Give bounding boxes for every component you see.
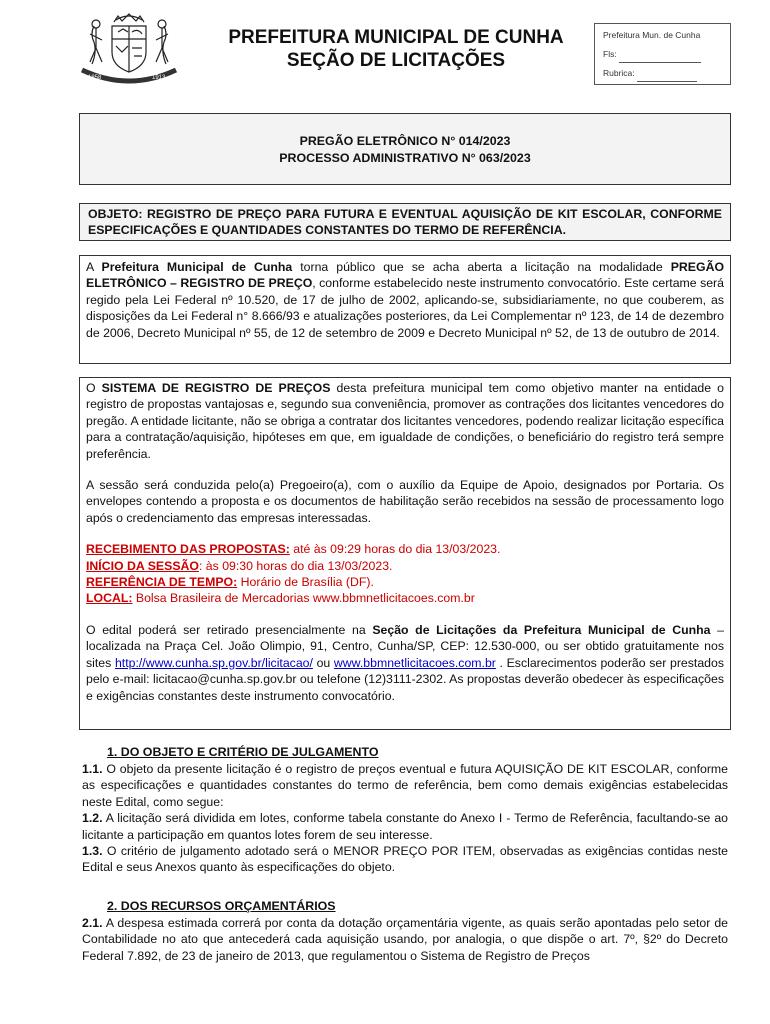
- sistema-box: [79, 377, 731, 730]
- inicio-sessao: INÍCIO DA SESSÃO: às 09:30 horas do dia 13/03/2023.: [86, 558, 393, 573]
- page-stamp-box: [594, 23, 731, 85]
- crest-year-right: 1913: [152, 75, 166, 81]
- link-bbmnet[interactable]: www.bbmnetlicitacoes.com.br: [333, 655, 496, 670]
- stamp-fls-row: [603, 46, 722, 65]
- stamp-title: Prefeitura Mun. de Cunha: [603, 30, 701, 40]
- section-1: [82, 744, 728, 876]
- section-2: [82, 898, 728, 964]
- local-sessao: LOCAL: Bolsa Brasileira de Mercadorias www.bbmnetlicitacoes.com.br: [86, 591, 475, 606]
- objeto-text: OBJETO: REGISTRO DE PREÇO PARA FUTURA E EVENTUAL AQUISIÇÃO DE KIT ESCOLAR, CONFORME ESPECIFICAÇÕES E QUANTIDADES CONSTANTES DO TERMO DE REFERÊNCIA.: [88, 207, 722, 238]
- recebimento-propostas: RECEBIMENTO DAS PROPOSTAS: até às 09:29 horas do dia 13/03/2023.: [86, 542, 501, 557]
- header-title-line1: PREFEITURA MUNICIPAL DE CUNHA: [228, 27, 564, 48]
- section-2-1: 2.1. A despesa estimada correrá por conta da dotação orçamentária vigente, as quais serão apontadas pelo setor de Contabilidade no ato que antecederá cada aquisição usando, por analogia, o que dispõe o art. 7º, §2º do Decreto Federal 7.892, de 23 de janeiro de 2013, que regulamentou o Sistema de Registro de Preços: [82, 916, 728, 963]
- municipal-crest-logo: [78, 12, 180, 88]
- edital-paragraph: O edital poderá ser retirado presencialmente na Seção de Licitações da Prefeitura Municipal de Cunha – localizada na Praça Cel. João Olimpio, 91, Centro, Cunha/SP, CEP: 12.530-000, ou ser obtido gratuitamente nos sites http://www.cunha.sp.gov.br/licitacao/ ou www.bbmnetlicitacoes.com.br . Esclarecimentos poderão ser prestados pelo e-mail: licitacao@cunha.sp.gov.br ou telefone (12)3111-2302. As propostas deverão obedecer às especificações e exigências constantes deste instrumento convocatório.: [86, 622, 724, 703]
- header-title: [188, 26, 604, 72]
- referencia-tempo: REFERÊNCIA DE TEMPO: Horário de Brasília (DF).: [86, 575, 374, 590]
- section-1-3: 1.3. O critério de julgamento adotado será o MENOR PREÇO POR ITEM, observadas as exigências contidas neste Edital e seus Anexos quanto às especificações do objeto.: [82, 844, 728, 875]
- pregao-number: PREGÃO ELETRÔNICO N° 014/2023: [299, 134, 511, 148]
- intro-box: [79, 255, 731, 364]
- stamp-rubrica-label: Rubrica:: [603, 68, 635, 78]
- crest-year-left: 1858: [88, 75, 102, 81]
- pregao-box: [79, 113, 731, 185]
- link-cunha-licitacao[interactable]: http://www.cunha.sp.gov.br/licitacao/: [114, 655, 313, 670]
- intro-paragraph: A Prefeitura Municipal de Cunha torna público que se acha aberta a licitação na modalidade PREGÃO ELETRÔNICO – REGISTRO DE PREÇO, conforme estabelecido neste instrumento convocatório. Este certame será regido pela Lei Federal nº 10.520, de 17 de julho de 2002, aplicando-se, subsidiariamente, no que couberem, as disposições da Lei Federal n° 8.666/93 e atualizações posteriores, da Lei Complementar nº 123, de 14 de dezembro de 2006, Decreto Municipal nº 55, de 12 de setembro de 2009 e Decreto Municipal nº 52, de 13 de outubro de 2014.: [86, 260, 725, 340]
- stamp-fls-label: Fls:: [603, 49, 617, 59]
- objeto-box: [79, 203, 731, 241]
- sistema-paragraph: O SISTEMA DE REGISTRO DE PREÇOS desta prefeitura municipal tem como objetivo manter na entidade o registro de propostas vantajosas e, segundo sua conveniência, promover as contrações dos licitantes vencedores do pregão. A entidade licitante, não se obriga a contratar dos licitantes vencedores, podendo realizar licitação específica para a contratação/aquisição, hipóteses em que, em igualdade de condições, o beneficiário do registro terá sempre preferência.: [86, 381, 725, 461]
- section-1-1: 1.1. O objeto da presente licitação é o registro de preços eventual e futura AQUISIÇÃO DE KIT ESCOLAR, conforme as especificações e quantidades constantes do termo de referência, bem como demais exigências estabelecidas neste Edital, como segue:: [82, 762, 728, 809]
- stamp-rubrica-row: [603, 65, 722, 84]
- section-2-heading: 2. DOS RECURSOS ORÇAMENTÁRIOS: [107, 899, 336, 913]
- section-1-2: 1.2. A licitação será dividida em lotes, conforme tabela constante do Anexo I - Termo de Referência, facultando-se ao licitante a participação em quantos lotes forem de seu interesse.: [82, 811, 728, 842]
- processo-number: PROCESSO ADMINISTRATIVO N° 063/2023: [279, 151, 531, 165]
- header-title-line2: SEÇÃO DE LICITAÇÕES: [286, 50, 506, 71]
- section-1-heading: 1. DO OBJETO E CRITÉRIO DE JULGAMENTO: [107, 745, 379, 759]
- sessao-paragraph: A sessão será conduzida pelo(a) Pregoeiro(a), com o auxílio da Equipe de Apoio, designados por Portaria. Os envelopes contendo a proposta e os documentos de habilitação serão recebidos na sessão de processamento logo após o credenciamento das empresas interessadas.: [86, 478, 724, 525]
